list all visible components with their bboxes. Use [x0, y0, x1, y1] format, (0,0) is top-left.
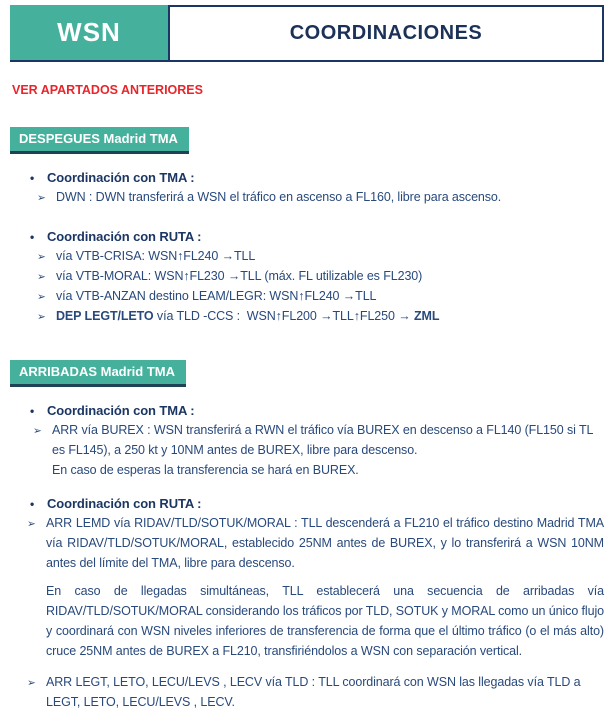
arrow-bullet-icon: ➢ [37, 251, 46, 263]
list-item [37, 246, 604, 266]
list-item-text: DWN : DWN transferirá a WSN el tráfico en ascenso a FL160, libre para ascenso. [56, 190, 502, 204]
list-item [37, 286, 604, 306]
list-item-text [46, 513, 604, 661]
group-heading-despegues-tma [30, 170, 604, 185]
list-item-text: ARR LEGT, LETO, LECU/LEVS , LECV vía TLD : TLL coordinará con WSN las llegadas vía TLD a LEGT, LETO, LECU/LEVS , LECV. [46, 675, 581, 709]
burex-line2: En caso de esperas la transferencia se hará en BUREX. [52, 463, 359, 477]
arrow-bullet-icon: ➢ [37, 291, 46, 303]
list-item [27, 672, 604, 712]
group-heading-label: Coordinación con TMA : [47, 170, 195, 185]
bullet-icon: • [30, 230, 35, 244]
arrow-bullet-icon: ➢ [33, 425, 42, 437]
list-item-text [56, 306, 604, 326]
dep-middle: vía TLD -CCS : WSN↑FL200 →TLL↑FL250 → [153, 309, 414, 323]
arrow-bullet-icon: ➢ [37, 192, 46, 204]
section-badge-arribadas: ARRIBADAS Madrid TMA [10, 360, 186, 387]
bullet-icon: • [30, 171, 35, 185]
notice-text: VER APARTADOS ANTERIORES [12, 83, 203, 97]
sector-badge [10, 5, 168, 62]
list-item [37, 187, 604, 207]
section-despegues [10, 170, 604, 326]
group-heading-arribadas-ruta [30, 496, 604, 511]
header-title-box [168, 5, 604, 62]
arrow-bullet-icon: ➢ [27, 677, 36, 689]
burex-line1: ARR vía BUREX : WSN transferirá a RWN el tráfico vía BUREX en descenso a FL140 (FL150 si TL es FL145), a 250 kt y 10NM antes de BUREX, libre para descenso. [52, 423, 593, 457]
sector-label: WSN [57, 17, 121, 47]
group-heading-label: Coordinación con RUTA : [47, 496, 202, 511]
section-arribadas-ruta [10, 496, 604, 712]
arrow-bullet-icon: ➢ [37, 311, 46, 323]
dep-bold-tail: ZML [414, 309, 440, 323]
lemd-para1: ARR LEMD vía RIDAV/TLD/SOTUK/MORAL : TLL descenderá a FL210 el tráfico destino Madrid TMA vía RIDAV/TLD/SOTUK/MORAL, establecido 25NM antes de BUREX, y lo transferirá a WSN 10NM antes del límite del TMA, libre para descenso. [46, 516, 604, 570]
list-item-text: vía VTB-CRISA: WSN↑FL240 →TLL [56, 249, 256, 263]
lemd-para2: En caso de llegadas simultáneas, TLL establecerá una secuencia de arribadas vía RIDAV/TLD/SOTUK/MORAL considerando los tráficos por TLD, SOTUK y MORAL como un único flujo y coordinará con WSN niveles inferiores de transferencia de forma que el último tráfico (o el más alto) cruce 25NM antes de BUREX a FL210, transfiriéndolos a WSN con separación vertical. [46, 584, 604, 658]
document-header [10, 5, 604, 62]
list-item-text: vía VTB-ANZAN destino LEAM/LEGR: WSN↑FL240 →TLL [56, 289, 377, 303]
bullet-icon: • [30, 404, 35, 418]
list-item [37, 306, 604, 326]
group-heading-label: Coordinación con RUTA : [47, 229, 202, 244]
list-item-text: vía VTB-MORAL: WSN↑FL230 →TLL (máx. FL utilizable es FL230) [56, 269, 423, 283]
list-item [27, 513, 604, 661]
page-title: COORDINACIONES [289, 22, 483, 44]
dep-bold-lead: DEP LEGT/LETO [56, 309, 154, 323]
bullet-icon: • [30, 497, 35, 511]
group-heading-arribadas-tma [30, 403, 604, 418]
group-heading-despegues-ruta [30, 229, 604, 244]
list-item [33, 420, 604, 480]
arrow-bullet-icon: ➢ [27, 518, 36, 530]
group-heading-label: Coordinación con TMA : [47, 403, 195, 418]
list-item-text [52, 420, 604, 480]
arrow-bullet-icon: ➢ [37, 271, 46, 283]
section-badge-despegues: DESPEGUES Madrid TMA [10, 127, 189, 154]
section-arribadas-tma [10, 403, 604, 480]
list-item [37, 266, 604, 286]
